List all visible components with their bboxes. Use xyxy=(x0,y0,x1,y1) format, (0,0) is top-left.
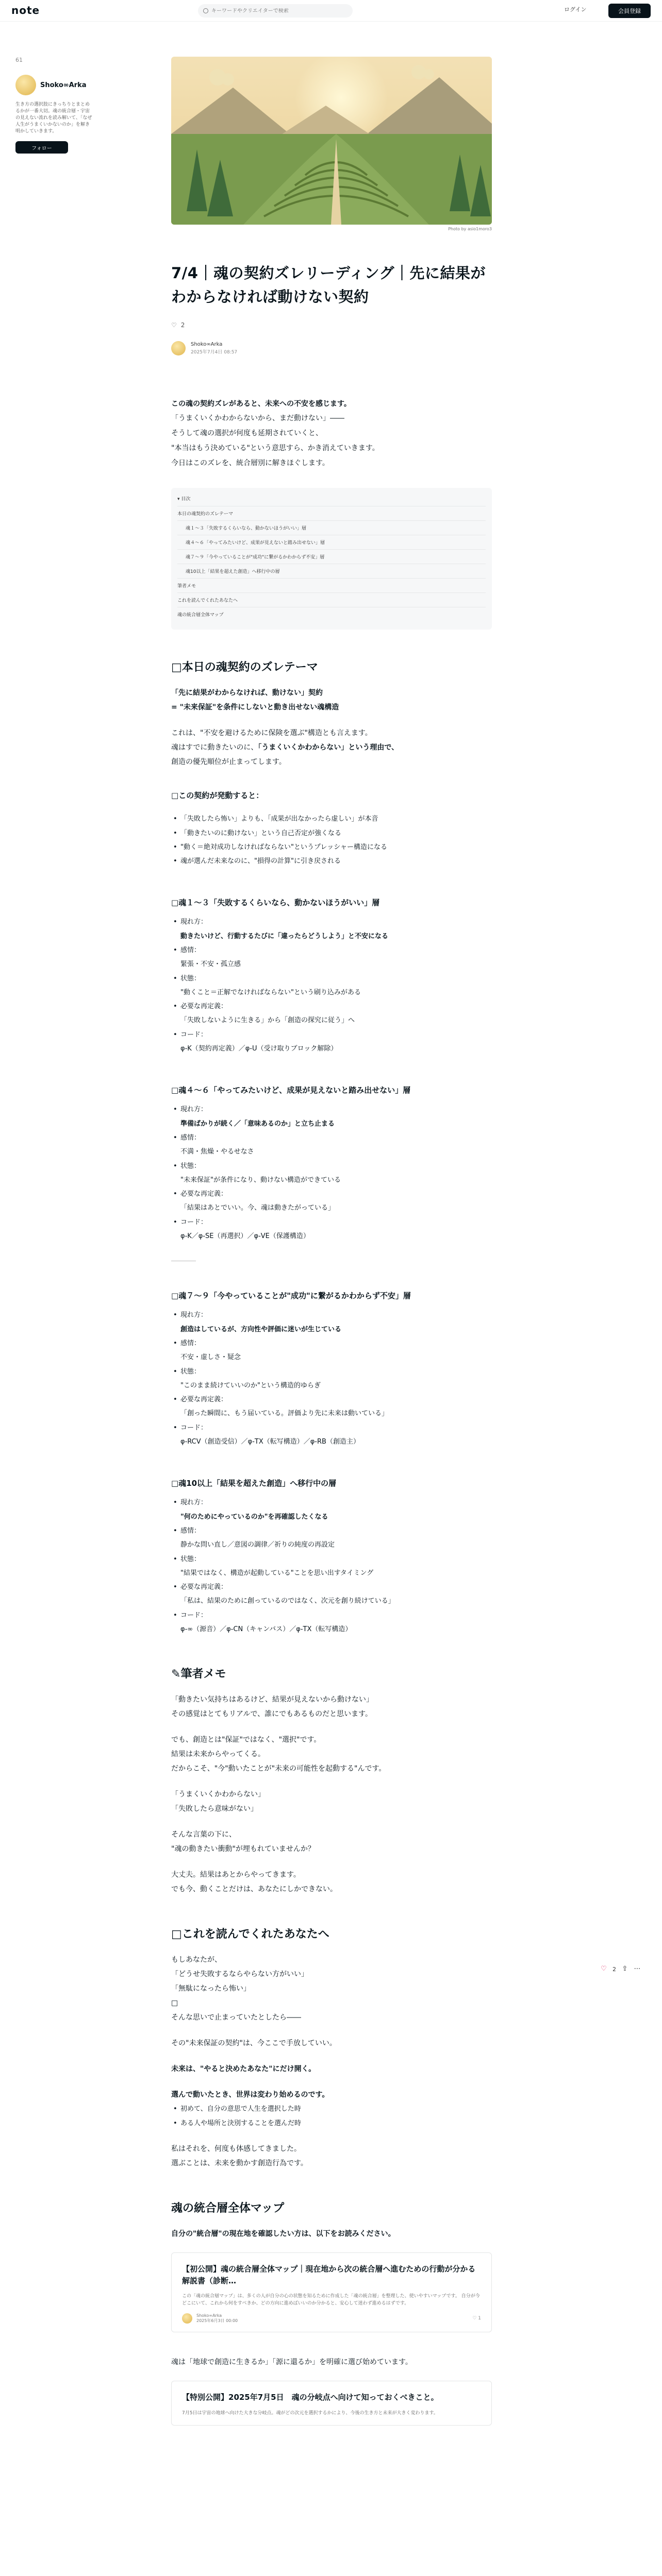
layer-item-label: • コード： xyxy=(171,1608,492,1622)
like-row xyxy=(171,321,492,329)
author-sidebar xyxy=(15,57,93,154)
intro-line: 今日はこのズレを、統合層別に解きほぐします。 xyxy=(171,459,329,467)
intro-line: この魂の契約ズレがあると、未来への不安を感じます。 xyxy=(171,399,351,408)
memo-line: 「うまくいくかわからない」 xyxy=(171,1790,265,1799)
layer-item-value: φ-K（契約再定義）／φ-U（受け取りブロック解除） xyxy=(180,1045,338,1053)
section-heading-reader: □これを読んでくれたあなたへ xyxy=(171,1928,329,1941)
embed-card-map[interactable] xyxy=(171,2252,492,2333)
heart-icon[interactable]: ♡ xyxy=(601,1965,607,1973)
reader-line: 選ぶことは、未来を動かす創造行為です。 xyxy=(171,2159,308,2167)
follow-button[interactable]: フォロー xyxy=(15,141,68,154)
layer-item-label: • コード： xyxy=(171,1028,492,1042)
layer-item-value: "このまま続けていいのか"という構造的ゆらぎ xyxy=(180,1381,321,1389)
memo-line: でも今、動くことだけは、あなたにしかできない。 xyxy=(171,1885,337,1894)
publish-date: 2025年7月4日 08:57 xyxy=(191,349,238,355)
layer-item-label: • 状態： xyxy=(171,1365,492,1379)
layer-item-label: • 感情： xyxy=(171,943,492,957)
intro-line: "本当はもう決めている"という意思すら、かき消えていきます。 xyxy=(171,444,379,452)
list-item: • ある人や場所と決別することを選んだ時 xyxy=(171,2116,492,2130)
avatar[interactable] xyxy=(15,75,36,95)
toc-item[interactable]: 魂４〜６「やってみたいけど、成果が見えないと踏み出せない」層 xyxy=(177,535,486,549)
theme-para: これは、"不安を避けるために保険を選ぶ"構造とも言えます。 xyxy=(171,729,372,738)
author-row[interactable] xyxy=(171,341,492,355)
memo-line: 「動きたい気持ちはあるけど、結果が見えないから動けない」 xyxy=(171,1696,373,1704)
layer-heading: □魂７〜９「今やっていることが"成功"に繋がるかわからず不安」層 xyxy=(171,1291,411,1301)
layers-container xyxy=(171,897,492,1636)
reader-line: 「無駄になったら怖い」 xyxy=(171,1985,251,1993)
card-like: ♡ 1 xyxy=(472,2316,481,2321)
layer-item-label: • 現れ方： xyxy=(171,1496,492,1510)
memo-line: でも、創造とは"保証"ではなく、"選択"です。 xyxy=(171,1736,321,1744)
layer-item-value: 静かな問い直し／意図の調律／祈りの純度の再設定 xyxy=(180,1541,335,1549)
list-item: • 魂が選んだ未来なのに、"損得の計算"に引き戻される xyxy=(171,854,492,868)
toc-item[interactable]: 筆者メモ xyxy=(177,578,486,592)
layer-item-value: 動きたいけど、行動するたびに「違ったらどうしよう」と不安になる xyxy=(180,932,389,940)
author-name[interactable]: Shoko∞Arka xyxy=(191,341,223,347)
list-item: • "動く＝絶対成功しなければならない"というプレッシャー構造になる xyxy=(171,840,492,854)
layer-item-label: • 状態： xyxy=(171,1552,492,1566)
memo-line: 結果は未来からやってくる。 xyxy=(171,1750,265,1759)
theme-line: 「先に結果がわからなければ、動けない」契約 xyxy=(171,689,323,698)
floating-actions xyxy=(600,1965,641,1973)
search-box[interactable] xyxy=(198,4,353,18)
section-heading-theme: □本日の魂契約のズレテーマ xyxy=(171,661,318,674)
reader-bold: 選んで動いたとき、世界は変わり始めるのです。 xyxy=(171,2091,329,2099)
top-bar xyxy=(0,0,662,22)
layer-item-value: 「創った瞬間に、もう届いている。評価より先に未来は動いている」 xyxy=(180,1410,389,1418)
card-description: 7月5日は宇宙の地球へ向けた大きな分岐点。魂がどの次元を選択するかにより、今後の生き方と未来が大きく変わります。 xyxy=(182,2410,438,2416)
memo-line: その感覚はとてもリアルで、誰にでもあるものだと思います。 xyxy=(171,1710,373,1719)
layer-item-label: • 感情： xyxy=(171,1131,492,1145)
reader-line: その"未来保証の契約"は、今ここで手放していい。 xyxy=(171,2039,337,2048)
layer-item-label: • 感情： xyxy=(171,1524,492,1538)
layer-item-label: • コード： xyxy=(171,1215,492,1229)
list-item: • 「失敗したら怖い」よりも、「成果が出なかったら虚しい」が本音 xyxy=(171,812,492,826)
toc-item[interactable]: これを読んでくれたあなたへ xyxy=(177,592,486,607)
layer-heading: □魂10以上「結果を超えた創造」へ移行中の層 xyxy=(171,1479,337,1488)
more-icon[interactable]: ⋯ xyxy=(634,1965,641,1973)
toc-heading[interactable]: ▾ 目次 xyxy=(177,497,191,502)
card-date: 2025年6月3日 00:00 xyxy=(196,2318,238,2324)
intro-line: 「うまくいくかわからないから、まだ動けない」―― xyxy=(171,414,344,423)
share-icon[interactable]: ⇪ xyxy=(622,1965,628,1973)
login-button[interactable]: ログイン xyxy=(564,6,587,13)
section-heading-memo: ✎筆者メモ xyxy=(171,1668,226,1681)
manifest-heading: □この契約が発動すると： xyxy=(171,791,264,801)
layer-item-label: • 現れ方： xyxy=(171,915,492,929)
layer-item-value: 「結果はあとでいい。今、魂は動きたがっている」 xyxy=(180,1204,335,1212)
map-lead: 自分の"統合層"の現在地を確認したい方は、以下をお読みください。 xyxy=(171,2229,395,2238)
note-logo[interactable]: note xyxy=(11,4,40,16)
layer-item-label: • 必要な再定義： xyxy=(171,1580,492,1594)
layer-item-value: 準備ばかりが続く／「意味あるのか」と立ち止まる xyxy=(180,1120,335,1128)
memo-line: そんな言葉の下に、 xyxy=(171,1831,236,1839)
search-icon xyxy=(203,8,208,13)
theme-line: = "未来保証"を条件にしないと動き出せない魂構造 xyxy=(171,703,339,712)
reader-line: 私はそれを、何度も体感してきました。 xyxy=(171,2144,301,2153)
intro-line: そうして魂の選択が何度も延期されていくと、 xyxy=(171,429,323,438)
layer-item-value: 「失敗しないように生きる」から「創造の探究に従う」へ xyxy=(180,1016,355,1025)
sidebar-description: 生き方の選択肢にきっちりとまとめるかが一番大切。魂の統合層・宇宙の見えない流れを読み解いて、「なぜ人生がうまくいかないのか」を解き明かしていきます。 xyxy=(15,102,92,134)
reader-line: そんな思いで止まっていたとしたら―― xyxy=(171,2013,301,2022)
intro xyxy=(171,397,492,470)
card-title[interactable]: 【初公開】魂の統合層全体マップ｜現在地から次の統合層へ進むための行動が分かる解説書（診断… xyxy=(182,2264,476,2286)
list-item: • 初めて、自分の意思で人生を選択した時 xyxy=(171,2102,492,2116)
signup-button[interactable]: 会員登録 xyxy=(608,4,651,18)
memo-line: "魂の動きたい衝動"が埋もれていませんか？ xyxy=(171,1845,315,1854)
hero-image xyxy=(171,57,492,225)
memo-line: 大丈夫。結果はあとからやってきます。 xyxy=(171,1871,301,1879)
hero-caption: Photo by asio1moro3 xyxy=(448,227,492,231)
layer-item-label: • 感情： xyxy=(171,1336,492,1350)
sidebar-label: 61 xyxy=(15,57,23,63)
list-item: • 「動きたいのに動けない」という自己否定が強くなる xyxy=(171,826,492,840)
layer-heading: □魂４〜６「やってみたいけど、成果が見えないと踏み出せない」層 xyxy=(171,1086,411,1095)
table-of-contents xyxy=(171,488,492,630)
toc-item[interactable]: 魂の統合層全体マップ xyxy=(177,607,486,621)
article xyxy=(171,57,492,2426)
layer-item-value: "未来保証"が条件になり、動けない構造ができている xyxy=(180,1176,341,1184)
card-title[interactable]: 【特別公開】2025年7月5日 魂の分岐点へ向けて知っておくべきこと。 xyxy=(182,2393,439,2402)
page-title: 7/4｜魂の契約ズレリーディング｜先に結果がわからなければ動けない契約 xyxy=(171,264,486,306)
layer-item-label: • 必要な再定義： xyxy=(171,1187,492,1201)
layer-item-value: "結果ではなく、構造が起動している"ことを思い出すタイミング xyxy=(180,1569,374,1577)
layer-item-value: φ-∞（源音）／φ-CN（キャンバス）／φ-TX（転写構造） xyxy=(180,1625,352,1633)
layer-item-value: "何のためにやっているのか"を再確認したくなる xyxy=(180,1513,328,1521)
layer-item-value: "動くこと＝正解でなければならない"という刷り込みがある xyxy=(180,988,361,996)
layer-item-label: • 必要な再定義： xyxy=(171,999,492,1013)
floating-like-count: 2 xyxy=(613,1965,616,1973)
theme-para: 魂はすでに動きたいのに、「うまくいくかわからない」という理由で、 xyxy=(171,743,399,752)
map-between: 魂は「地球で創造に生きるか」「源に還るか」を明確に選び始めています。 xyxy=(171,2358,412,2367)
theme-para: 創造の優先順位が止まってします。 xyxy=(171,758,286,767)
toc-item[interactable]: 魂10以上「結果を超えた創造」へ移行中の層 xyxy=(177,564,486,578)
memo-line: だからこそ、"今"動いたことが"未来の可能性を起動する"んです。 xyxy=(171,1765,386,1773)
layer-item-label: • 現れ方： xyxy=(171,1103,492,1116)
layer-item-label: • 状態： xyxy=(171,972,492,986)
layer-item-value: φ-RCV（創造受信）／φ-TX（転写構造）／φ-RB（創造主） xyxy=(180,1438,360,1446)
heart-icon[interactable]: ♡ xyxy=(171,321,177,329)
toc-item[interactable]: 魂７〜９「今やっていることが"成功"に繋がるかわからず不安」層 xyxy=(177,549,486,564)
reader-bold: 未来は、"やると決めたあなた"にだけ開く。 xyxy=(171,2065,316,2074)
like-count: 2 xyxy=(180,321,185,329)
reader-line: 「どうせ失敗するならやらない方がいい」 xyxy=(171,1970,308,1979)
memo-line: 「失敗したら意味がない」 xyxy=(171,1805,258,1814)
layer-item-value: 「私は、結果のために創っているのではなく、次元を創り続けている」 xyxy=(180,1597,395,1605)
reader-line: もしあなたが、 xyxy=(171,1956,222,1964)
layer-item-value: 緊張・不安・孤立感 xyxy=(180,960,241,969)
reader-line: □ xyxy=(171,1999,178,2008)
search-input[interactable] xyxy=(211,8,345,14)
toc-item[interactable]: 本日の魂契約のズレテーマ xyxy=(177,506,486,520)
memo-body xyxy=(171,1681,492,1896)
layer-item-label: • コード： xyxy=(171,1421,492,1435)
layer-item-value: 不満・焦燥・やるせなさ xyxy=(180,1148,254,1156)
embed-card-special[interactable] xyxy=(171,2381,492,2426)
sidebar-user[interactable] xyxy=(15,75,93,95)
sidebar-author-name[interactable]: Shoko∞Arka xyxy=(40,81,87,89)
avatar[interactable] xyxy=(171,341,186,355)
card-description: この「魂の統合層マップ」は、多くの人が自分の心の状態を知るために作成した「魂の統合層」を整理した、使いやすいマップです。 自分が今どこにいて、これから何をすべきか、どの方向に進めばいいのか分かると、安心して迷わず進めるはずです。 xyxy=(182,2294,480,2306)
layer-item-value: 創造はしているが、方向性や評価に迷いが生じている xyxy=(180,1325,342,1333)
layer-item-label: • 必要な再定義： xyxy=(171,1393,492,1406)
layer-item-value: φ-K／φ-SE（再選択）／φ-VE（保護構造） xyxy=(180,1232,310,1241)
layer-item-label: • 現れ方： xyxy=(171,1308,492,1322)
layer-item-value: 不安・虚しさ・疑念 xyxy=(180,1353,241,1362)
card-footer xyxy=(182,2313,481,2324)
card-author: Shoko∞Arka xyxy=(196,2313,222,2318)
layer-heading: □魂１〜３「失敗するくらいなら、動かないほうがいい」層 xyxy=(171,898,380,908)
layer-item-label: • 状態： xyxy=(171,1159,492,1173)
section-heading-map: 魂の統合層全体マップ xyxy=(171,2201,285,2215)
avatar xyxy=(182,2313,192,2324)
toc-item[interactable]: 魂１〜３「失敗するくらいなら、動かないほうがいい」層 xyxy=(177,520,486,535)
